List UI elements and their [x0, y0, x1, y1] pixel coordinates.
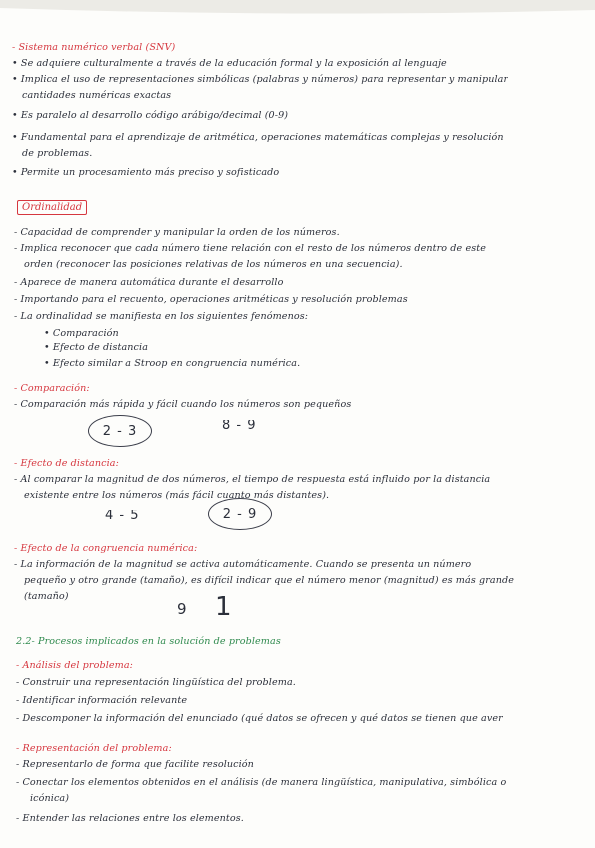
ord-line-4: - Importando para el recuento, operaciones aritméticas y resolución problemas	[14, 294, 408, 305]
snv-bullet-5: • Permite un procesamiento más preciso y sofisticado	[12, 167, 280, 178]
cong-example-small-nine: 9	[177, 603, 188, 615]
comp-example-circled: 2 - 3	[88, 415, 152, 447]
analysis-line-1: - Construir una representación lingüística del problema.	[16, 677, 296, 688]
snv-bullet-2b: cantidades numéricas exactas	[22, 90, 172, 101]
cong-title: - Efecto de la congruencia numérica:	[14, 543, 198, 554]
analysis-title: - Análisis del problema:	[16, 660, 133, 671]
ordinalidad-title-box: Ordinalidad	[17, 200, 87, 215]
cong-line-3: (tamaño)	[24, 591, 69, 602]
snv-bullet-1: • Se adquiere culturalmente a través de la educación formal y la exposición al lenguaje	[12, 58, 447, 69]
comp-example-plain: 8 - 9	[222, 420, 257, 432]
ord-sub-3: • Efecto similar a Stroop en congruencia numérica.	[44, 358, 301, 369]
representation-line-1: - Representarlo de forma que facilite resolución	[16, 759, 254, 770]
ord-line-1: - Capacidad de comprender y manipular la orden de los números.	[14, 227, 340, 238]
dist-example-circled: 2 - 9	[208, 498, 272, 530]
representation-line-2a: - Conectar los elementos obtenidos en el análisis (de manera lingüística, manipulativa, simbólica o	[16, 777, 507, 788]
ord-line-2b: orden (reconocer las posiciones relativas de los números en una secuencia).	[24, 259, 403, 270]
ord-sub-2: • Efecto de distancia	[44, 342, 149, 353]
ord-line-3: - Aparece de manera automática durante el desarrollo	[14, 277, 284, 288]
snv-bullet-4b: de problemas.	[22, 148, 93, 159]
representation-line-2b: icónica)	[30, 793, 70, 804]
cong-line-2: pequeño y otro grande (tamaño), es difícil indicar que el número menor (magnitud) es más grande	[24, 575, 515, 586]
snv-bullet-2a: • Implica el uso de representaciones simbólicas (palabras y números) para representar y manipular	[12, 74, 509, 85]
snv-title: - Sistema numérico verbal (SNV)	[12, 42, 176, 53]
representation-title: - Representación del problema:	[16, 743, 172, 754]
ord-sub-1: • Comparación	[44, 328, 119, 339]
representation-line-3: - Entender las relaciones entre los elementos.	[16, 813, 244, 824]
cong-line-1: - La información de la magnitud se activa automáticamente. Cuando se presenta un número	[14, 559, 472, 570]
snv-bullet-4a: • Fundamental para el aprendizaje de aritmética, operaciones matemáticas complejas y resolución	[12, 132, 504, 143]
analysis-line-2: - Identificar información relevante	[16, 695, 188, 706]
analysis-line-3: - Descomponer la información del enunciado (qué datos se ofrecen y qué datos se tienen que aver	[16, 713, 503, 724]
proc-title: 2.2- Procesos implicados en la solución de problemas	[16, 636, 281, 647]
snv-bullet-3: • Es paralelo al desarrollo código arábigo/decimal (0-9)	[12, 110, 289, 121]
ord-line-2a: - Implica reconocer que cada número tiene relación con el resto de los números dentro de este	[14, 243, 487, 254]
dist-example-plain: 4 - 5	[105, 510, 140, 522]
dist-line-1: - Al comparar la magnitud de dos números, el tiempo de respuesta está influido por la distancia	[14, 474, 491, 485]
dist-line-2: existente entre los números (más fácil cuanto más distantes).	[24, 490, 330, 501]
comp-title: - Comparación:	[14, 383, 90, 394]
dist-title: - Efecto de distancia:	[14, 458, 119, 469]
cong-example-large-one: 1	[215, 593, 233, 621]
comp-line-1: - Comparación más rápida y fácil cuando los números son pequeños	[14, 399, 352, 410]
ord-line-5: - La ordinalidad se manifiesta en los siguientes fenómenos:	[14, 311, 309, 322]
